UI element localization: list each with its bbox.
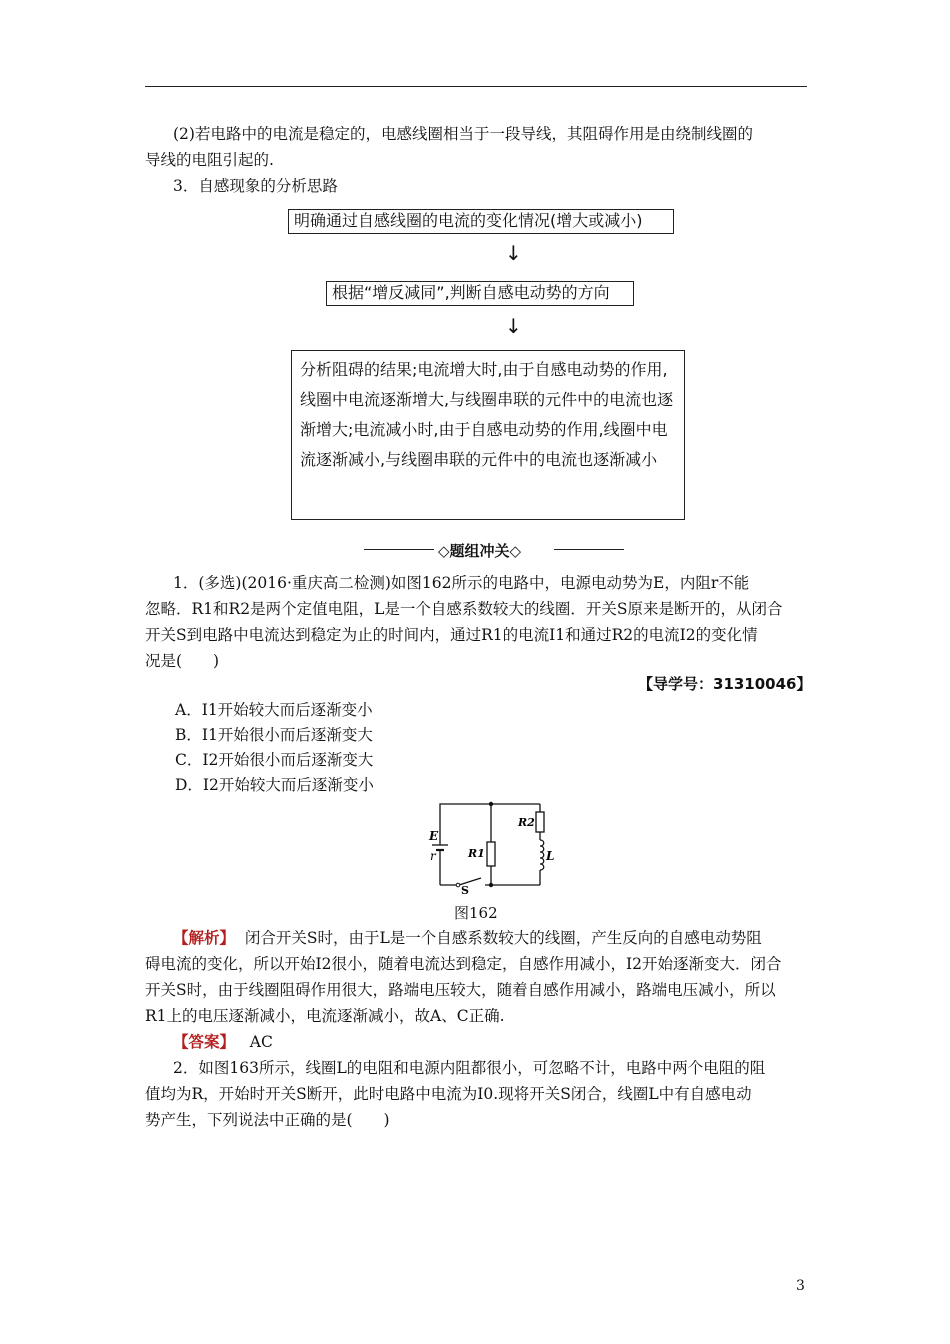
q1-line-2: 忽略．R1和R2是两个定值电阻，L是一个自感系数较大的线圈．开关S原来是断开的，从闭合 [145,600,783,618]
junction-bottom [489,883,493,887]
analysis-line-4: R1上的电压逐渐减小，电流逐渐减小，故A、C正确. [145,1007,505,1025]
answer-value: AC [249,1033,273,1051]
flow-box-2: 根据“增反减同”,判断自感电动势的方向 [326,281,634,306]
option-b: B．I1开始很小而后逐渐变大 [175,726,373,744]
switch-contact [456,883,460,887]
intro-line-1: (2)若电路中的电流是稳定的，电感线圈相当于一段导线，其阻碍作用是由绕制线圈的 [173,125,753,143]
label-L: L [546,849,555,863]
header-rule [145,86,807,87]
section-rule-left [364,549,434,550]
resistor-r1 [487,842,495,866]
label-R2: R2 [518,816,535,829]
section-title-text: ◇题组冲关◇ [438,542,522,560]
q2-line-2: 值均为R，开始时开关S断开，此时电路中电流为I0.现将开关S闭合，线圈L中有自感电动 [145,1085,752,1103]
q1-line-1: 1．(多选)(2016·重庆高二检测)如图162所示的电路中，电源电动势为E，内阻r不能 [173,574,750,592]
answer-label: 【答案】 [173,1033,236,1051]
label-E: E [429,829,439,843]
intro-line-2: 导线的电阻引起的. [145,151,274,169]
label-S: S [461,884,469,895]
analysis-line-3: 开关S时，由于线圈阻碍作用很大，路端电压较大，随着自感作用减小，路端电压减小，所以 [145,981,776,999]
q2-line-1: 2．如图163所示，线圈L的电阻和电源内阻都很小，可忽略不计，电路中两个电阻的阻 [173,1059,766,1077]
analysis-label: 【解析】 [173,929,236,947]
circuit-diagram-figure-162 [425,800,555,895]
flow-arrow-1: ↓ [505,241,522,265]
section-rule-right [554,549,624,550]
intro-line-3: 3．自感现象的分析思路 [173,177,338,195]
label-R1: R1 [468,847,485,860]
label-r: r [430,849,436,863]
q2-line-3: 势产生，下列说法中正确的是( ) [145,1111,390,1129]
option-a: A．I1开始较大而后逐渐变小 [175,701,373,719]
analysis-line-2: 碍电流的变化，所以开始I2很小，随着电流达到稳定，自感作用减小，I2开始逐渐变大．闭合 [145,955,782,973]
resistor-r2 [536,812,544,832]
figure-caption: 图162 [454,904,498,922]
flow-box-1: 明确通过自感线圈的电流的变化情况(增大或减小) [288,209,674,234]
q1-line-4: 况是( ) [145,652,220,670]
section-title [364,540,624,560]
wire-top-left [440,804,491,845]
page-number: 3 [796,1278,805,1294]
analysis-line-1 [173,925,835,951]
guide-number: 【导学号：31310046】 [638,675,812,693]
inductor-coil [540,840,544,870]
analysis-text-1: 闭合开关S时，由于L是一个自感系数较大的线圈，产生反向的自感电动势阻 [244,929,762,947]
answer-line [173,1029,835,1055]
flow-arrow-2: ↓ [505,314,522,338]
option-d: D．I2开始较大而后逐渐变小 [175,776,374,794]
option-c: C．I2开始很小而后逐渐变大 [175,751,374,769]
q1-line-3: 开关S到电路中电流达到稳定为止的时间内，通过R1的电流I1和通过R2的电流I2的变化情 [145,626,758,644]
flow-box-3: 分析阻碍的结果;电流增大时,由于自感电动势的作用,线圈中电流逐渐增大,与线圈串联的元件中的电流也逐渐增大;电流减小时,由于自感电动势的作用,线圈中电流逐渐减小,与线圈串联的元件中的电流也逐渐减小 [291,350,685,520]
junction-top [489,802,493,806]
